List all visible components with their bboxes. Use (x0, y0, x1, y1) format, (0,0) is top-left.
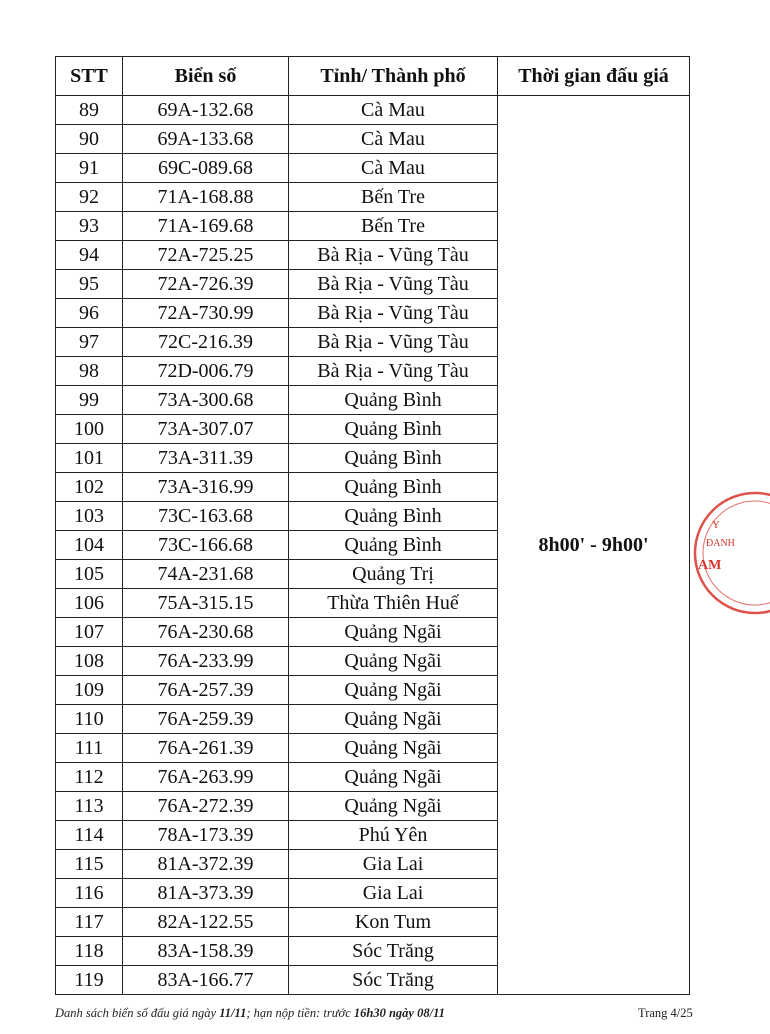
cell-plate-number: 76A-263.99 (123, 763, 289, 792)
cell-stt: 95 (56, 270, 123, 299)
cell-stt: 119 (56, 966, 123, 995)
cell-plate-number: 72A-730.99 (123, 299, 289, 328)
cell-province: Quảng Bình (289, 531, 498, 560)
cell-province: Quảng Trị (289, 560, 498, 589)
cell-province: Bến Tre (289, 183, 498, 212)
cell-plate-number: 78A-173.39 (123, 821, 289, 850)
stamp-text-3: AM (698, 558, 722, 573)
footer-note-prefix: Danh sách biển số đấu giá ngày (55, 1006, 220, 1020)
cell-plate-number: 73A-316.99 (123, 473, 289, 502)
cell-stt: 105 (56, 560, 123, 589)
cell-province: Quảng Bình (289, 444, 498, 473)
cell-stt: 93 (56, 212, 123, 241)
cell-plate-number: 76A-272.39 (123, 792, 289, 821)
header-province: Tỉnh/ Thành phố (289, 57, 498, 96)
cell-province: Gia Lai (289, 850, 498, 879)
cell-province: Cà Mau (289, 96, 498, 125)
red-seal-stamp (690, 478, 770, 628)
cell-province: Quảng Bình (289, 502, 498, 531)
stamp-text-2: ĐANH (706, 538, 735, 549)
cell-province: Bà Rịa - Vũng Tàu (289, 270, 498, 299)
header-plate-number: Biển số (123, 57, 289, 96)
cell-province: Bà Rịa - Vũng Tàu (289, 299, 498, 328)
cell-stt: 115 (56, 850, 123, 879)
page-number: Trang 4/25 (638, 1006, 693, 1020)
cell-plate-number: 72D-006.79 (123, 357, 289, 386)
cell-province: Quảng Ngãi (289, 705, 498, 734)
cell-plate-number: 72A-725.25 (123, 241, 289, 270)
cell-stt: 90 (56, 125, 123, 154)
cell-plate-number: 83A-158.39 (123, 937, 289, 966)
cell-plate-number: 74A-231.68 (123, 560, 289, 589)
footer-note-middle: ; hạn nộp tiền: trước (246, 1006, 354, 1020)
cell-province: Bà Rịa - Vũng Tàu (289, 241, 498, 270)
cell-stt: 106 (56, 589, 123, 618)
footer-deadline: 16h30 ngày 08/11 (353, 1006, 445, 1020)
cell-plate-number: 81A-373.39 (123, 879, 289, 908)
cell-province: Quảng Bình (289, 473, 498, 502)
cell-stt: 97 (56, 328, 123, 357)
stamp-text-1: Y (712, 519, 720, 531)
cell-province: Bến Tre (289, 212, 498, 241)
cell-province: Quảng Ngãi (289, 618, 498, 647)
cell-province: Quảng Ngãi (289, 792, 498, 821)
license-plate-table (55, 56, 690, 995)
cell-province: Bà Rịa - Vũng Tàu (289, 328, 498, 357)
cell-stt: 91 (56, 154, 123, 183)
table-body (56, 96, 690, 995)
cell-auction-time: 8h00' - 9h00' (498, 96, 690, 995)
cell-province: Thừa Thiên Huế (289, 589, 498, 618)
cell-plate-number: 73C-166.68 (123, 531, 289, 560)
cell-province: Quảng Bình (289, 386, 498, 415)
cell-stt: 100 (56, 415, 123, 444)
footer-note (55, 1006, 445, 1021)
cell-plate-number: 82A-122.55 (123, 908, 289, 937)
cell-plate-number: 73A-311.39 (123, 444, 289, 473)
cell-plate-number: 73C-163.68 (123, 502, 289, 531)
cell-province: Kon Tum (289, 908, 498, 937)
cell-stt: 112 (56, 763, 123, 792)
cell-plate-number: 76A-233.99 (123, 647, 289, 676)
cell-plate-number: 71A-169.68 (123, 212, 289, 241)
cell-province: Quảng Ngãi (289, 734, 498, 763)
cell-stt: 110 (56, 705, 123, 734)
cell-stt: 89 (56, 96, 123, 125)
cell-stt: 116 (56, 879, 123, 908)
cell-stt: 107 (56, 618, 123, 647)
cell-plate-number: 76A-259.39 (123, 705, 289, 734)
cell-province: Cà Mau (289, 125, 498, 154)
cell-plate-number: 71A-168.88 (123, 183, 289, 212)
cell-province: Cà Mau (289, 154, 498, 183)
table-header-row (56, 57, 690, 96)
cell-stt: 111 (56, 734, 123, 763)
cell-province: Quảng Ngãi (289, 647, 498, 676)
cell-stt: 118 (56, 937, 123, 966)
cell-stt: 117 (56, 908, 123, 937)
cell-province: Bà Rịa - Vũng Tàu (289, 357, 498, 386)
cell-stt: 98 (56, 357, 123, 386)
cell-plate-number: 83A-166.77 (123, 966, 289, 995)
cell-stt: 114 (56, 821, 123, 850)
cell-stt: 92 (56, 183, 123, 212)
cell-stt: 99 (56, 386, 123, 415)
cell-plate-number: 69A-132.68 (123, 96, 289, 125)
cell-plate-number: 69A-133.68 (123, 125, 289, 154)
cell-stt: 103 (56, 502, 123, 531)
cell-province: Gia Lai (289, 879, 498, 908)
cell-plate-number: 76A-230.68 (123, 618, 289, 647)
cell-province: Phú Yên (289, 821, 498, 850)
cell-stt: 94 (56, 241, 123, 270)
cell-stt: 108 (56, 647, 123, 676)
cell-plate-number: 73A-307.07 (123, 415, 289, 444)
cell-stt: 102 (56, 473, 123, 502)
cell-plate-number: 81A-372.39 (123, 850, 289, 879)
cell-plate-number: 72C-216.39 (123, 328, 289, 357)
header-auction-time: Thời gian đấu giá (498, 57, 690, 96)
cell-stt: 101 (56, 444, 123, 473)
cell-plate-number: 72A-726.39 (123, 270, 289, 299)
cell-province: Quảng Bình (289, 415, 498, 444)
cell-stt: 109 (56, 676, 123, 705)
cell-plate-number: 76A-261.39 (123, 734, 289, 763)
cell-plate-number: 75A-315.15 (123, 589, 289, 618)
header-stt: STT (56, 57, 123, 96)
cell-province: Quảng Ngãi (289, 763, 498, 792)
cell-province: Sóc Trăng (289, 937, 498, 966)
cell-stt: 104 (56, 531, 123, 560)
cell-plate-number: 76A-257.39 (123, 676, 289, 705)
cell-stt: 113 (56, 792, 123, 821)
cell-stt: 96 (56, 299, 123, 328)
cell-plate-number: 69C-089.68 (123, 154, 289, 183)
footer-date: 11/11 (219, 1006, 247, 1020)
cell-plate-number: 73A-300.68 (123, 386, 289, 415)
cell-province: Quảng Ngãi (289, 676, 498, 705)
cell-province: Sóc Trăng (289, 966, 498, 995)
table-row (56, 96, 690, 125)
